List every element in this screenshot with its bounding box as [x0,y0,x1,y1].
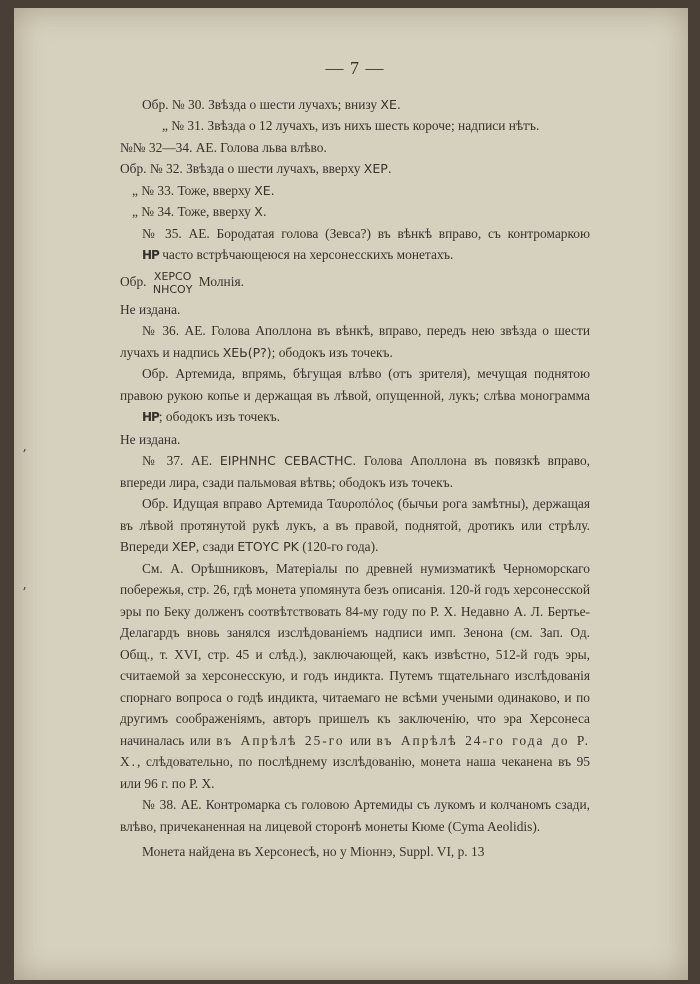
text: № 35. АЕ. Бородатая голова (Зевса?) въ вѣнкѣ вправо, съ контромаркою [142,225,590,241]
paragraph [120,363,590,429]
text: Обр. № 32. Звѣзда о шести лучахъ, вверху [120,161,364,176]
inscription-top: ΧΕΡϹΟ [153,269,192,283]
paragraph [120,94,590,116]
text: „ № 33. Тоже, вверху [132,182,255,198]
text: Обр. [120,273,150,289]
text: часто встрѣчающеюся на херсонесскихъ монетахъ. [158,247,454,262]
inscription: ХЕЬ(Р?) [222,344,272,360]
paragraph [120,270,590,296]
text: №№ 32—34. АЕ. Голова льва влѣво. [120,139,327,155]
spaced-text: въ Апрѣлѣ 25-го [216,732,345,748]
text: ; ободокъ изъ точекъ. [271,344,393,360]
paragraph [120,115,590,137]
text: ; ободокъ изъ точекъ. [158,409,280,424]
monogram: ΗΡ [142,410,159,424]
text: Не издана. [120,431,181,447]
inscription: ΕΙΡΗΝΗϹ ϹΕΒΑϹΤΗϹ. [219,453,357,468]
paragraph [120,558,590,795]
monogram: ΗΡ [142,248,159,262]
paragraph [120,137,590,159]
text: Молнія. [195,273,244,289]
text: См. А. Орѣшниковъ, Матеріалы по древней нумизматикѣ Черноморскаго побережья, стр. 26, гдѣ монета упомянута безъ описанія. 120-й годъ херсонесской эры по Беку долженъ соотвѣтствовать 84-му году по Р. Х. Недавно А. Л. Бертье-Делагардъ вновь занялся изслѣдованіемъ надписи имп. Зенона (см. Зап. Од. Общ., т. XVI, стр. 45 и слѣд.), заключающей, какъ извѣстно, 512-й годъ эры, считаемой за херсонесскую, и годъ индикта. Путемъ тщательнаго изслѣдованія спорнаго вопроса о годѣ индикта, читаемаго не всѣми учеными одинаково, и по другимъ соображеніямъ, авторъ пришелъ къ заключенію, что эра Херсонеса начиналась или [120,560,590,748]
inscription: ХЕР [171,539,196,554]
inscription: ХЕ. [380,96,401,112]
text: № 37. АЕ. [142,453,220,468]
inscription: ХЕР. [363,161,392,176]
text: Монета найдена въ Херсонесѣ, но у Міоннэ, Suppl. VI, p. 13 [142,844,485,859]
text: № 38. АЕ. Контромарка съ головою Артемиды съ лукомъ и колчаномъ сзади, влѣво, причеканенная на лицевой сторонѣ монеты Кюме (Cyma Aeolidis). [120,797,590,834]
inscription: ΕΤΟΥϹ ΡΚ [237,539,299,554]
paragraph [120,201,590,223]
text: „ № 31. Звѣзда о 12 лучахъ, изъ нихъ шесть короче; надписи нѣтъ. [162,118,540,133]
text: Обр. Артемида, впрямь, бѣгущая влѣво (отъ зрителя), мечущая поднятою правою рукою копье и держащая въ лѣвой, опущенной, лукъ; слѣва монограмма [120,366,590,403]
paragraph [120,320,590,363]
paragraph [120,794,590,837]
page-number: — 7 — [325,58,385,78]
paragraph [120,429,590,451]
paragraph [120,299,590,321]
text: Не издана. [120,301,181,317]
text: Обр. Идущая вправо Артемида Ταυροπόλος (бычьи рога замѣтны), держащая въ лѣвой протянутой рукѣ лукъ, а въ правой, поднятой, дротикъ или стрѣлу. Впереди [120,496,590,554]
text: или [344,732,377,748]
inscription: ХЕ. [254,182,275,198]
paragraph [120,493,590,558]
stacked-inscription [153,270,193,296]
text: № 36. АЕ. Голова Аполлона въ вѣнкѣ, вправо, передъ нею звѣзда о шести лучахъ и надпись [120,323,590,360]
document-text [120,58,590,863]
text: , слѣдовательно, по послѣднему изслѣдованію, монета наша чеканена въ 95 или 96 г. по Р. Х. [120,754,590,791]
margin-mark: ʼ [22,586,27,601]
inscription: Х. [254,204,267,219]
text: Обр. № 30. Звѣзда о шести лучахъ; внизу [142,96,381,112]
paragraph [120,841,590,863]
text: Голова Аполлона въ повязкѣ вправо, впереди лира, сзади пальмовая вѣтвь; ободокъ изъ точекъ. [120,453,590,490]
paragraph [120,450,590,493]
paragraph [120,158,590,180]
text: „ № 34. Тоже, вверху [132,204,255,219]
inscription-bottom: ΝΗϹΟΥ [152,282,193,296]
paragraph [120,223,590,267]
margin-mark: ʼ [22,448,27,463]
text: (120-го года). [298,539,379,554]
paragraph [120,180,590,202]
text: , сзади [195,539,238,554]
spaced-text: въ Апрѣлѣ 24-го года до Р. Х. [120,732,590,769]
